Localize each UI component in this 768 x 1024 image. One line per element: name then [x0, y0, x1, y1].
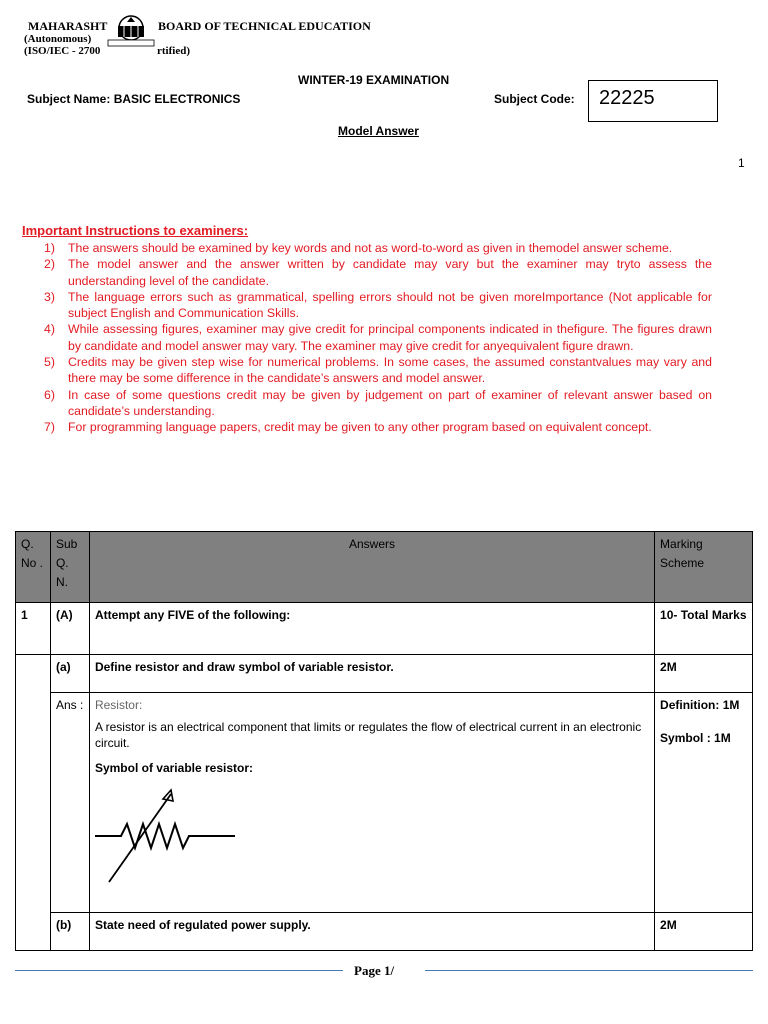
variable-resistor-symbol	[95, 786, 245, 886]
cell-marking: 10- Total Marks	[655, 603, 753, 655]
col-header-answers: Answers	[89, 532, 654, 603]
iso-label-left: (ISO/IEC - 2700	[24, 45, 101, 57]
table-row	[16, 603, 753, 655]
footer-page-label: Page 1/	[354, 963, 395, 978]
symbol-label: Symbol of variable resistor:	[94, 761, 254, 775]
subject-code-box: 22225	[588, 80, 718, 122]
cell-answer: Define resistor and draw symbol of variable resistor.	[89, 655, 654, 693]
cell-marking: 2M	[655, 913, 753, 951]
resistor-definition: A resistor is an electrical component that limits or regulates the flow of electrical current in an electronic circuit.	[94, 720, 642, 750]
exam-title: WINTER-19 EXAMINATION	[298, 73, 450, 87]
subject-name: Subject Name: BASIC ELECTRONICS	[27, 92, 241, 106]
footer-rule-right	[425, 970, 753, 971]
table-row	[16, 655, 753, 693]
instruction-item: 7) For programming language papers, credit may be given to any other program based on equivalent concept.	[44, 420, 652, 435]
instruction-item: 5) Credits may be given step wise for numerical problems. In some cases, the assumed constantvalues may vary and there may be some difference in the candidate’s answers and model answer.	[44, 355, 712, 386]
autonomous-label: (Autonomous)	[24, 33, 92, 45]
marking-definition: Definition: 1M	[660, 698, 740, 712]
resistor-term: Resistor:	[94, 698, 143, 712]
table-row	[16, 693, 753, 913]
instruction-item: 4) While assessing figures, examiner may give credit for principal components indicated in thefigure. The figures drawn by candidate and model answer may vary. The examiner may give credit for anyequivalent figure drawn.	[44, 322, 712, 353]
model-answer-heading: Model Answer	[338, 124, 419, 138]
cell-answer: Attempt any FIVE of the following:	[89, 603, 654, 655]
instructions-heading: Important Instructions to examiners:	[22, 223, 249, 238]
org-name-right: BOARD OF TECHNICAL EDUCATION	[158, 19, 371, 33]
col-header-qno: Q. No .	[16, 532, 51, 603]
instruction-item: 6) In case of some questions credit may be given by judgement on part of examiner of relevant answer based on candidate’s understanding.	[44, 387, 712, 418]
instruction-item: 2) The model answer and the answer written by candidate may vary but the examiner may tryto assess the understanding level of the candidate.	[44, 257, 712, 288]
cell-marking: 2M	[655, 655, 753, 693]
instruction-item: 3) The language errors such as grammatical, spelling errors should not be given moreImportance (Not applicable for subject English and Communication Skills.	[44, 289, 712, 321]
iso-label-right: rtified)	[157, 45, 190, 57]
col-header-subq: Sub Q. N.	[50, 532, 89, 603]
org-name-left: MAHARASHT	[28, 19, 108, 33]
table-header-row	[16, 532, 753, 603]
col-header-marking: Marking Scheme	[655, 532, 753, 603]
cell-subq: (b)	[50, 913, 89, 951]
subject-code-label: Subject Code:	[494, 92, 575, 106]
page-number: 1	[738, 156, 745, 170]
cell-qno: 1	[16, 603, 51, 655]
marking-symbol: Symbol : 1M	[660, 731, 731, 745]
cell-subq: (A)	[50, 603, 89, 655]
msbte-logo	[106, 14, 156, 48]
cell-subq: (a)	[50, 655, 89, 693]
cell-qno-empty	[16, 655, 51, 951]
cell-answer-body	[89, 693, 654, 913]
footer-rule-left	[15, 970, 343, 971]
table-row	[16, 913, 753, 951]
model-answer-table	[15, 531, 753, 951]
instruction-item: 1) The answers should be examined by key words and not as word-to-word as given in themodel answer scheme.	[44, 241, 673, 255]
instructions-list	[44, 240, 712, 436]
cell-marking	[655, 693, 753, 913]
cell-answer: State need of regulated power supply.	[89, 913, 654, 951]
cell-subq: Ans :	[50, 693, 89, 913]
